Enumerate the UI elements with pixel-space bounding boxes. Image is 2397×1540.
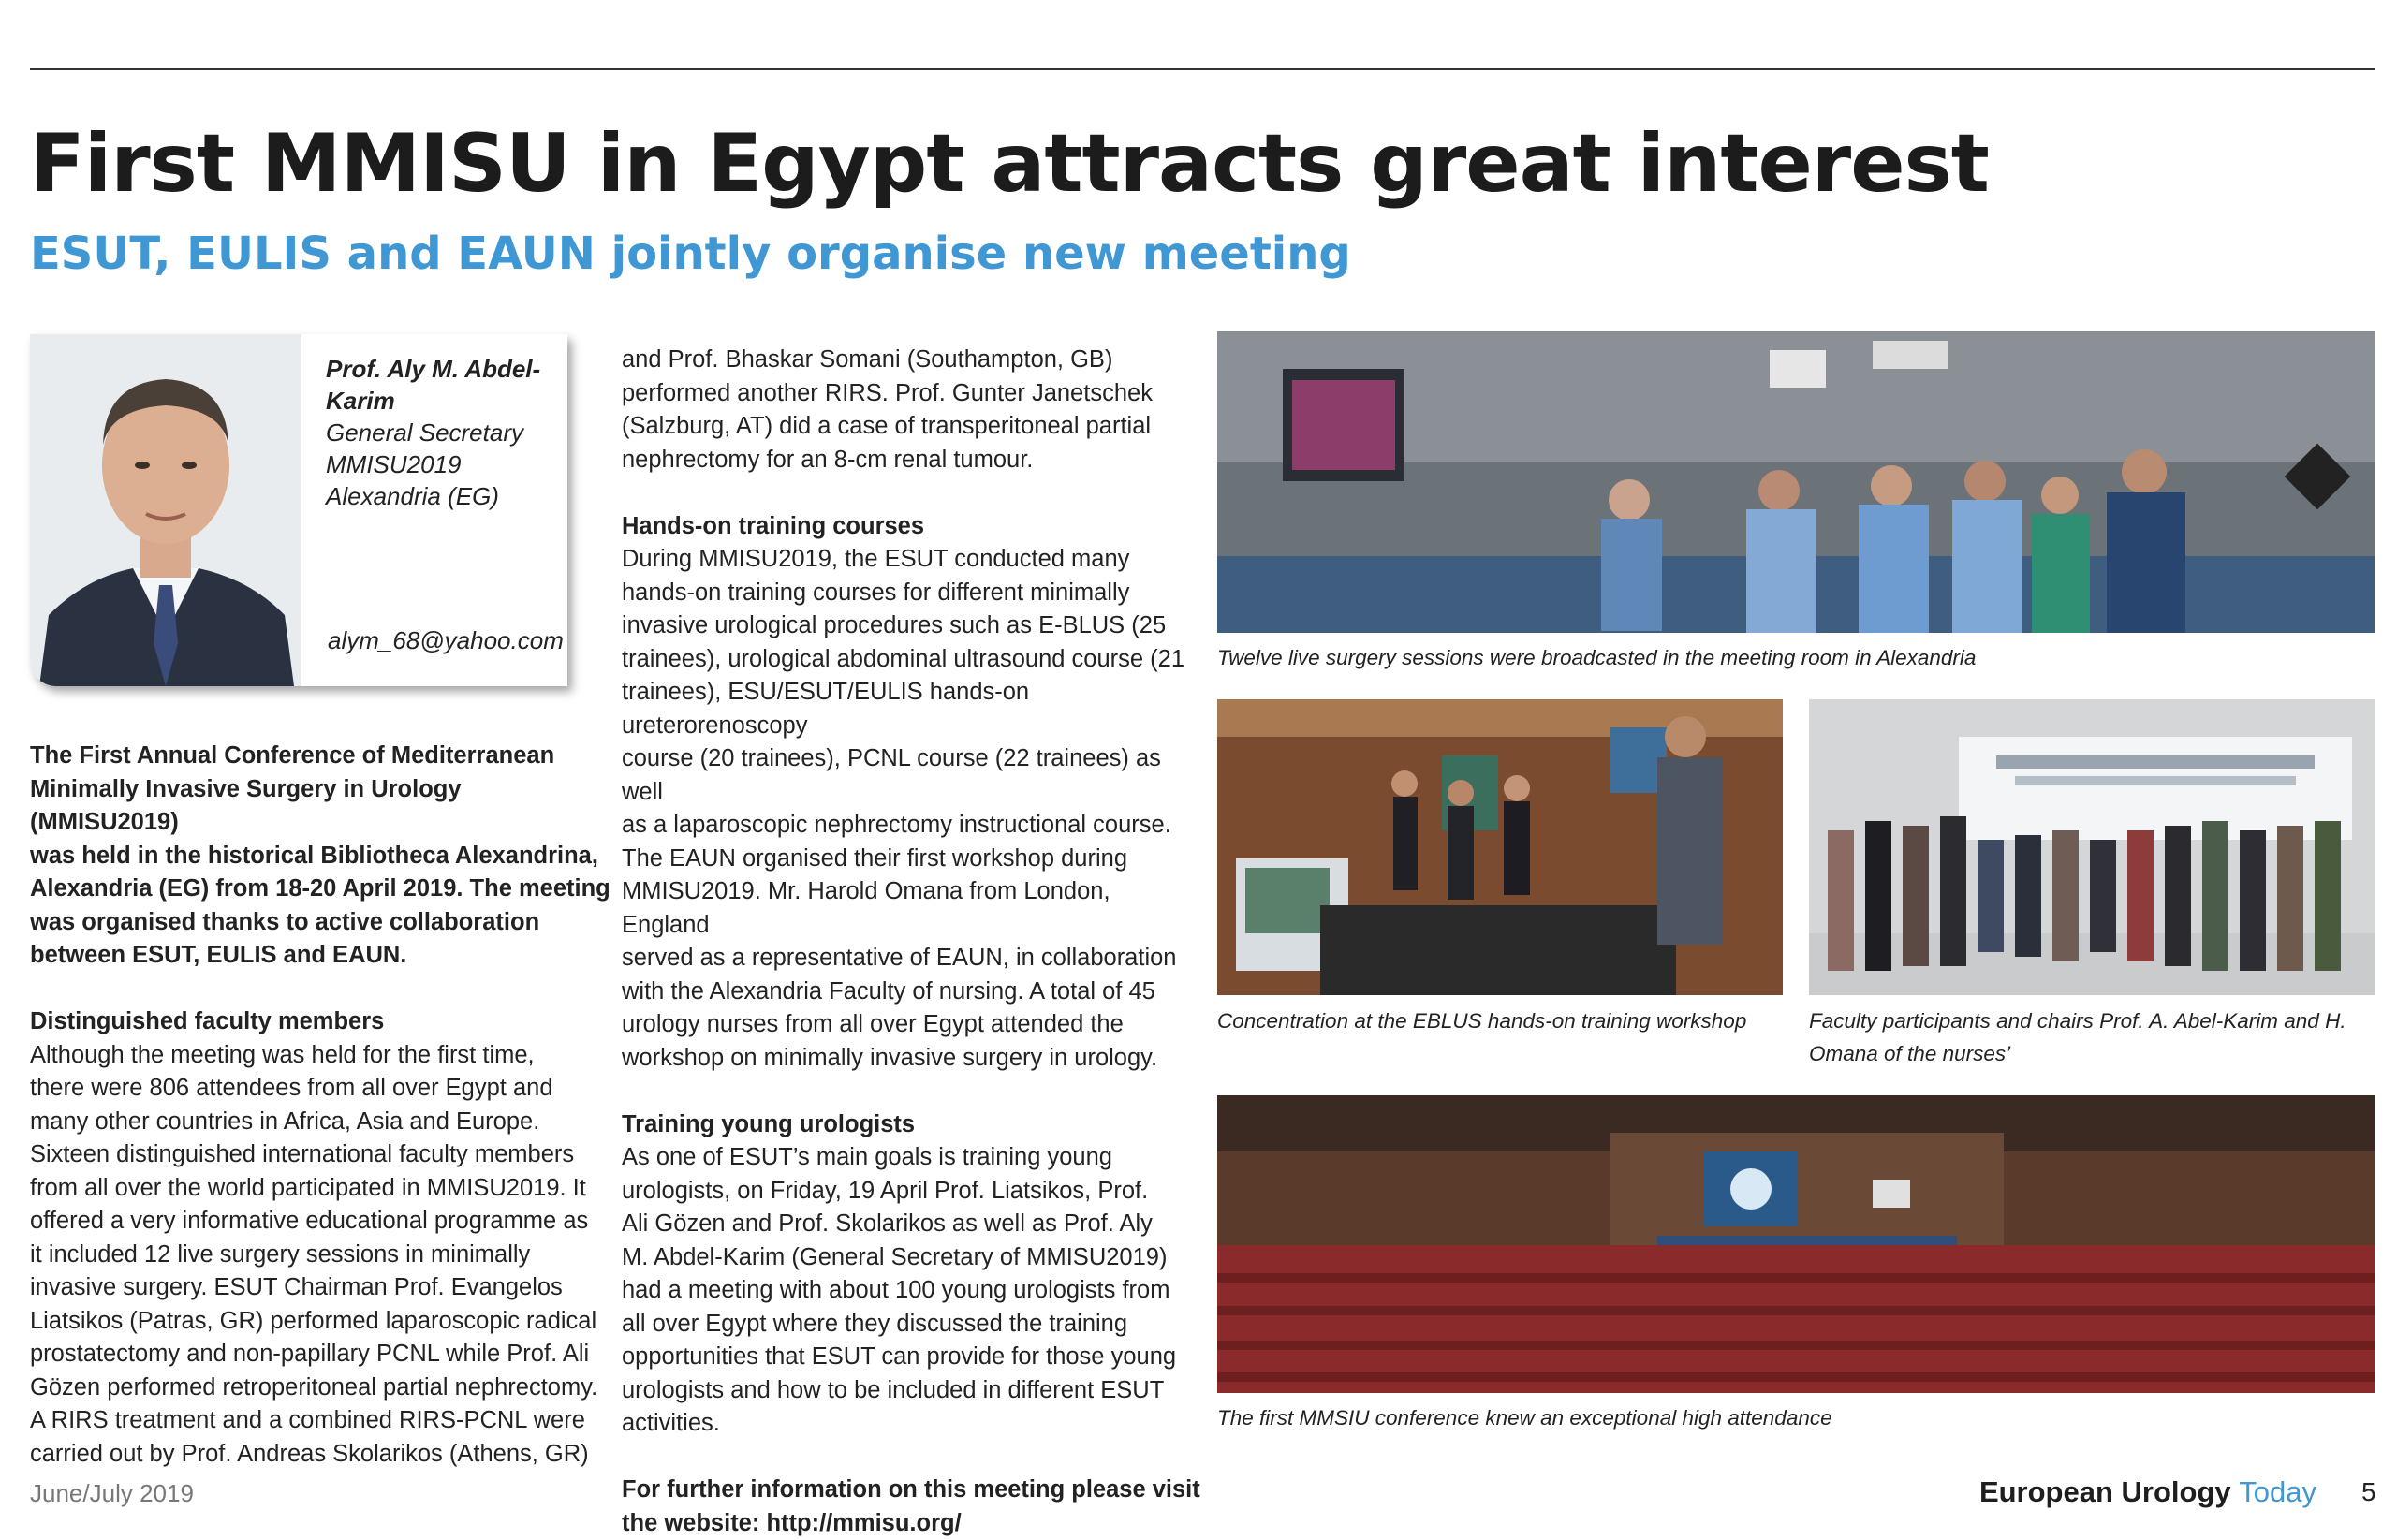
author-name-line2: Karim bbox=[326, 385, 560, 417]
body-line: nephrectomy for an 8-cm renal tumour. bbox=[622, 444, 1202, 477]
body-line: activities. bbox=[622, 1407, 1202, 1441]
body-line: carried out by Prof. Andreas Skolarikos (Athens, GR) bbox=[30, 1438, 610, 1472]
caption-surgery: Twelve live surgery sessions were broadcasted in the meeting room in Alexandria bbox=[1217, 641, 1976, 674]
author-event: MMISU2019 bbox=[326, 448, 560, 480]
intro-line: between ESUT, EULIS and EAUN. bbox=[30, 939, 610, 973]
top-rule bbox=[30, 68, 2375, 70]
body-line: workshop on minimally invasive surgery in urology. bbox=[622, 1042, 1202, 1076]
body-line: as a laparoscopic nephrectomy instructional course. bbox=[622, 809, 1202, 843]
article-column-2 bbox=[622, 344, 1202, 1540]
body-line: urologists and how to be included in different ESUT bbox=[622, 1374, 1202, 1408]
body-line: invasive urological procedures such as E-BLUS (25 bbox=[622, 609, 1202, 643]
body-line: (Salzburg, AT) did a case of transperitoneal partial bbox=[622, 410, 1202, 444]
caption-auditorium: The first MMSIU conference knew an exceptional high attendance bbox=[1217, 1401, 1832, 1434]
body-line: invasive surgery. ESUT Chairman Prof. Evangelos bbox=[30, 1271, 610, 1305]
intro-line: The First Annual Conference of Mediterranean bbox=[30, 740, 610, 773]
article-title: First MMISU in Egypt attracts great interest bbox=[30, 120, 1989, 209]
auditorium-photo bbox=[1217, 1095, 2375, 1393]
body-line: Ali Gözen and Prof. Skolarikos as well as Prof. Aly bbox=[622, 1208, 1202, 1241]
body-line: there were 806 attendees from all over Egypt and bbox=[30, 1072, 610, 1106]
body-line: Although the meeting was held for the first time, bbox=[30, 1039, 610, 1073]
body-line: MMISU2019. Mr. Harold Omana from London, England bbox=[622, 875, 1202, 942]
article-column-1 bbox=[30, 740, 610, 1471]
body-line: from all over the world participated in MMISU2019. It bbox=[30, 1172, 610, 1206]
intro-line: was organised thanks to active collaboration bbox=[30, 906, 610, 940]
page-number: 5 bbox=[2361, 1477, 2376, 1507]
body-line: offered a very informative educational programme as bbox=[30, 1205, 610, 1239]
author-name-line1: Prof. Aly M. Abdel- bbox=[326, 353, 560, 385]
caption-faculty-line2: Omana of the nurses’ bbox=[1809, 1037, 2010, 1070]
body-line: The EAUN organised their first workshop during bbox=[622, 843, 1202, 876]
body-line: As one of ESUT’s main goals is training young bbox=[622, 1141, 1202, 1175]
body-line: trainees), ESU/ESUT/EULIS hands-on ureterorenoscopy bbox=[622, 676, 1202, 742]
intro-line: Minimally Invasive Surgery in Urology (MMISU2019) bbox=[30, 773, 610, 840]
body-line: served as a representative of EAUN, in collaboration bbox=[622, 942, 1202, 975]
body-line: opportunities that ESUT can provide for those young bbox=[622, 1341, 1202, 1374]
body-line: performed another RIRS. Prof. Gunter Janetschek bbox=[622, 377, 1202, 411]
caption-faculty-line1: Faculty participants and chairs Prof. A. Abel-Karim and H. bbox=[1809, 1005, 2346, 1037]
body-line: Gözen performed retroperitoneal partial nephrectomy. bbox=[30, 1371, 610, 1405]
body-line: prostatectomy and non-papillary PCNL while Prof. Ali bbox=[30, 1338, 610, 1371]
website-link[interactable]: the website: http://mmisu.org/ bbox=[622, 1507, 1202, 1540]
author-email[interactable]: alym_68@yahoo.com bbox=[328, 626, 564, 655]
body-line: with the Alexandria Faculty of nursing. A total of 45 bbox=[622, 975, 1202, 1009]
issue-date: June/July 2019 bbox=[30, 1479, 194, 1508]
body-line: urologists, on Friday, 19 April Prof. Liatsikos, Prof. bbox=[622, 1175, 1202, 1209]
author-details bbox=[326, 353, 560, 512]
author-location: Alexandria (EG) bbox=[326, 480, 560, 512]
body-line: Liatsikos (Patras, GR) performed laparoscopic radical bbox=[30, 1305, 610, 1339]
body-line: trainees), urological abdominal ultrasound course (21 bbox=[622, 643, 1202, 677]
body-line: had a meeting with about 100 young urologists from bbox=[622, 1274, 1202, 1308]
further-info-line: For further information on this meeting please visit bbox=[622, 1474, 1202, 1507]
intro-line: was held in the historical Bibliotheca Alexandrina, bbox=[30, 840, 610, 873]
article-subtitle: ESUT, EULIS and EAUN jointly organise new meeting bbox=[30, 229, 1351, 279]
eblus-workshop-photo bbox=[1217, 699, 1783, 995]
caption-eblus: Concentration at the EBLUS hands-on training workshop bbox=[1217, 1005, 1746, 1037]
author-role: General Secretary bbox=[326, 417, 560, 448]
body-line: and Prof. Bhaskar Somani (Southampton, GB) bbox=[622, 344, 1202, 377]
publication-name-accent: Today bbox=[2239, 1475, 2316, 1508]
body-line: urology nurses from all over Egypt attended the bbox=[622, 1008, 1202, 1042]
intro-line: Alexandria (EG) from 18-20 April 2019. The meeting bbox=[30, 873, 610, 906]
section-heading-young-urologists: Training young urologists bbox=[622, 1108, 1202, 1142]
body-line: hands-on training courses for different minimally bbox=[622, 577, 1202, 610]
body-line: all over Egypt where they discussed the training bbox=[622, 1308, 1202, 1342]
body-line: many other countries in Africa, Asia and Europe. bbox=[30, 1106, 610, 1139]
surgery-room-photo bbox=[1217, 331, 2375, 633]
faculty-group-photo bbox=[1809, 699, 2375, 995]
body-line: it included 12 live surgery sessions in minimally bbox=[30, 1239, 610, 1272]
section-heading-training: Hands-on training courses bbox=[622, 510, 1202, 544]
body-line: Sixteen distinguished international faculty members bbox=[30, 1138, 610, 1172]
body-line: A RIRS treatment and a combined RIRS-PCNL were bbox=[30, 1404, 610, 1438]
body-line: M. Abdel-Karim (General Secretary of MMISU2019) bbox=[622, 1241, 1202, 1275]
body-line: During MMISU2019, the ESUT conducted many bbox=[622, 543, 1202, 577]
author-card bbox=[30, 334, 567, 686]
publication-name-main: European Urology bbox=[1979, 1475, 2231, 1508]
author-portrait bbox=[30, 334, 301, 686]
publication-name bbox=[1979, 1475, 2316, 1509]
body-line: course (20 trainees), PCNL course (22 trainees) as well bbox=[622, 742, 1202, 809]
section-heading-faculty: Distinguished faculty members bbox=[30, 1005, 610, 1039]
